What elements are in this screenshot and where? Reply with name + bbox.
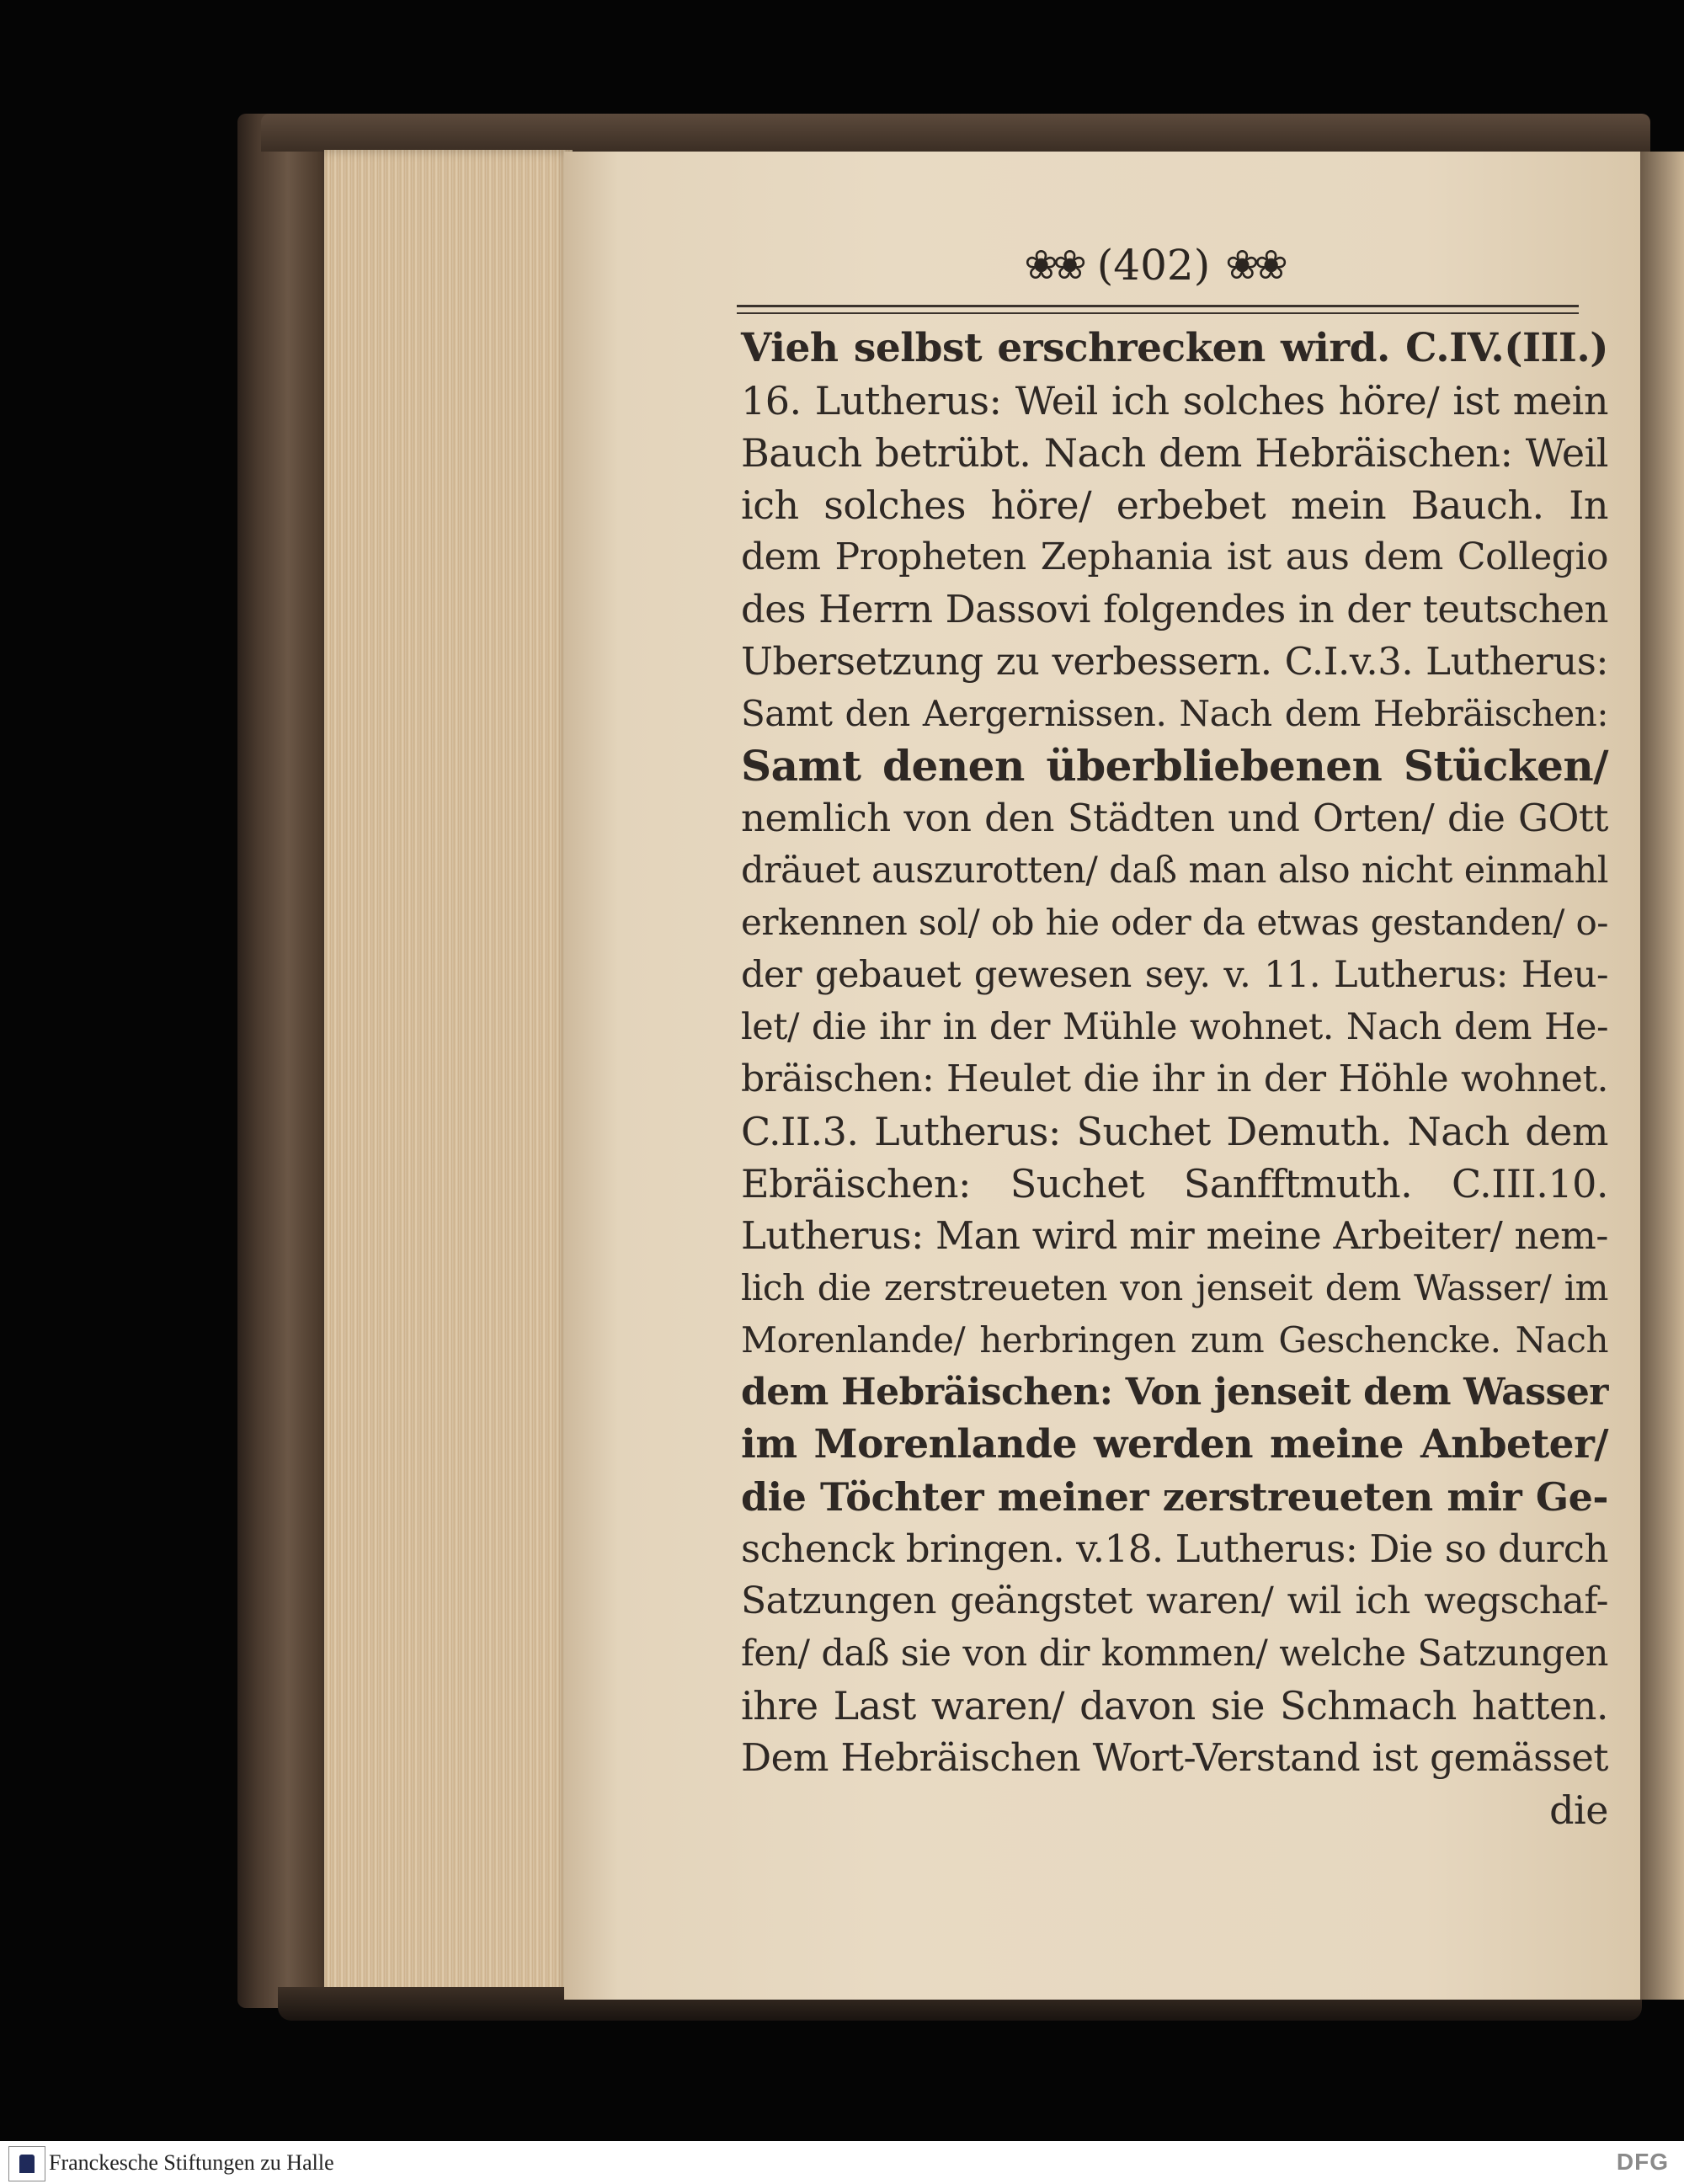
- header-rule: [737, 305, 1579, 314]
- text-line: fen/ daß sie von dir kommen/ welche Satzungen: [741, 1633, 1608, 1675]
- text-line: die Töchter meiner zerstreueten mir Ge-: [741, 1474, 1608, 1520]
- text-line: Ubersetzung zu verbessern. C.I.v.3. Lutherus:: [741, 639, 1608, 684]
- text-line: lich die zerstreueten von jenseit dem Wasser/ im: [741, 1267, 1608, 1308]
- text-line: der gebauet gewesen sey. v. 11. Lutherus: Heu-: [741, 954, 1608, 996]
- text-line: bräischen: Heulet die ihr in der Höhle wohnet.: [741, 1057, 1608, 1100]
- text-line: Bauch betrübt. Nach dem Hebräischen: Weil: [741, 430, 1608, 476]
- text-line: Dem Hebräischen Wort-Verstand ist gemässet: [741, 1735, 1608, 1780]
- text-line: ich solches höre/ erbebet mein Bauch. In: [741, 482, 1608, 528]
- text-line: dräuet auszurotten/ daß man also nicht einmahl: [741, 850, 1608, 892]
- book-cover-spine: [237, 114, 338, 2008]
- text-line: dem Hebräischen: Von jenseit dem Wasser: [741, 1371, 1608, 1414]
- text-line: im Morenlande werden meine Anbeter/: [741, 1421, 1608, 1468]
- text-line: des Herrn Dassovi folgendes in der teutschen: [741, 587, 1608, 631]
- viewer-footer: [0, 2141, 1684, 2184]
- text-line: 16. Lutherus: Weil ich solches höre/ ist mein: [741, 378, 1608, 423]
- page-text: [741, 322, 1608, 1846]
- text-line: erkennen sol/ ob hie oder da etwas gestanden/ o-: [741, 902, 1608, 943]
- text-line: Lutherus: Man wird mir meine Arbeiter/ nem-: [741, 1213, 1608, 1258]
- page-stack-edge: [324, 150, 573, 2002]
- text-line: Ebräischen: Suchet Sanfftmuth. C.III.10.: [741, 1161, 1608, 1207]
- text-line: let/ die ihr in der Mühle wohnet. Nach dem He-: [741, 1006, 1608, 1048]
- text-line: ihre Last waren/ davon sie Schmach hatten.: [741, 1683, 1608, 1729]
- text-line: Vieh selbst erschrecken wird. C.IV.(III.): [741, 325, 1608, 371]
- facing-page-edge: [1640, 152, 1684, 2000]
- text-line: C.II.3. Lutherus: Suchet Demuth. Nach dem: [741, 1109, 1608, 1154]
- ornament-left-icon: ❀❀: [1024, 242, 1082, 289]
- text-line: Satzungen geängstet waren/ wil ich wegschaf-: [741, 1579, 1608, 1622]
- dfg-logo: DFG: [1616, 2149, 1669, 2175]
- book-cover-top: [261, 114, 1650, 152]
- institution-name: Franckesche Stiftungen zu Halle: [49, 2150, 334, 2175]
- ornament-right-icon: ❀❀: [1225, 242, 1283, 289]
- text-line: nemlich von den Städten und Orten/ die GOtt: [741, 796, 1608, 840]
- text-line: dem Propheten Zephania ist aus dem Collegio: [741, 535, 1608, 578]
- institution-logo-icon: [8, 2146, 45, 2181]
- text-line: Samt den Aergernissen. Nach dem Hebräischen:: [741, 693, 1608, 734]
- page-header: [977, 240, 1330, 290]
- page-number: (402): [1096, 241, 1211, 290]
- catchword: die: [1549, 1787, 1608, 1833]
- text-line: Samt denen überbliebenen Stücken/: [741, 741, 1608, 791]
- text-line: schenck bringen. v.18. Lutherus: Die so durch: [741, 1526, 1608, 1571]
- text-line: Morenlande/ herbringen zum Geschencke. Nach: [741, 1319, 1608, 1361]
